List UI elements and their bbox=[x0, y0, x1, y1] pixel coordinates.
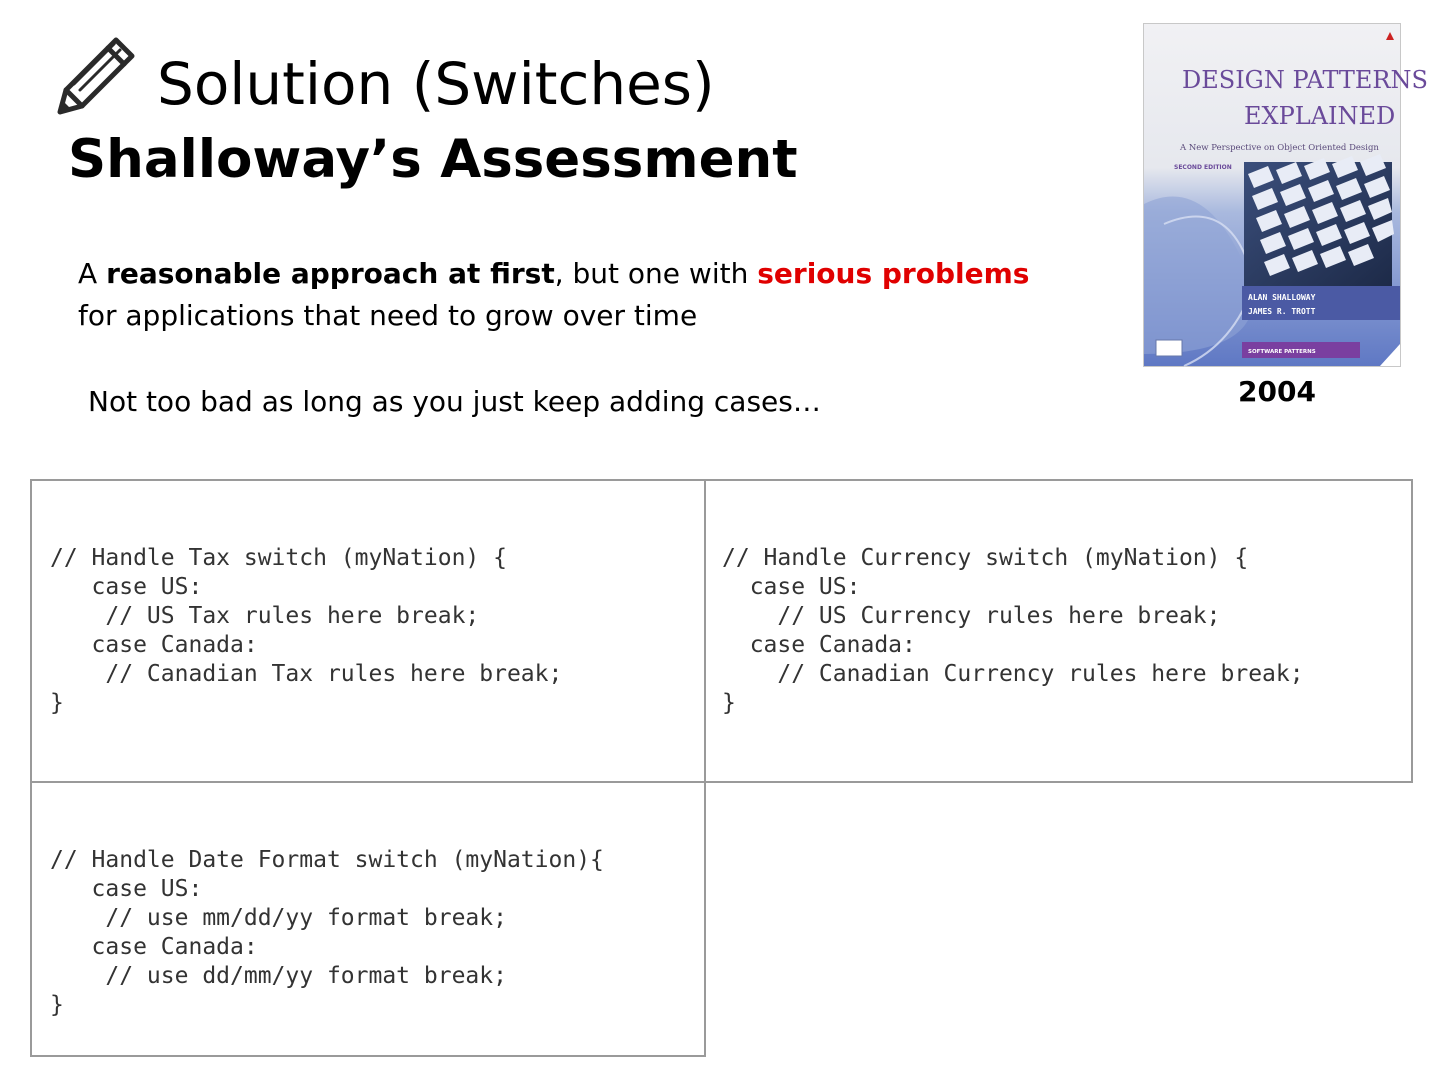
publication-year: 2004 bbox=[1238, 375, 1316, 408]
book-tagline: A New Perspective on Object Oriented Design bbox=[1180, 143, 1379, 153]
book-title-line-1: DESIGN PATTERNS bbox=[1182, 66, 1428, 94]
tax-switch-code: // Handle Tax switch (myNation) { case US: // US Tax rules here break; case Canada: // Canadian Tax rules here break; } bbox=[50, 545, 563, 716]
paragraph-prefix: A bbox=[78, 257, 107, 290]
paragraph-suffix: for applications that need to grow over time bbox=[78, 299, 698, 332]
code-table bbox=[30, 479, 1413, 1057]
pencil-icon bbox=[52, 34, 138, 120]
book-edition: SECOND EDITION bbox=[1174, 164, 1232, 171]
book-author-1: ALAN SHALLOWAY bbox=[1248, 293, 1316, 302]
code-cell-date-format bbox=[30, 781, 706, 1057]
book-author-2: JAMES R. TROTT bbox=[1248, 307, 1316, 316]
code-cell-currency bbox=[704, 479, 1413, 783]
code-cell-tax bbox=[30, 479, 706, 783]
note-text: Not too bad as long as you just keep adding cases… bbox=[88, 385, 821, 418]
paragraph-bold-phrase: reasonable approach at first bbox=[106, 257, 555, 290]
paragraph-warning-phrase: serious problems bbox=[757, 257, 1030, 290]
paragraph-middle: , but one with bbox=[554, 257, 758, 290]
assessment-paragraph bbox=[78, 253, 1078, 337]
slide-title: Solution (Switches) bbox=[157, 50, 715, 118]
book-series: SOFTWARE PATTERNS bbox=[1248, 349, 1316, 355]
book-cover-image bbox=[1144, 24, 1428, 366]
currency-switch-code: // Handle Currency switch (myNation) { case US: // US Currency rules here break; case Canada: // Canadian Currency rules here break; } bbox=[722, 545, 1304, 716]
slide-subtitle: Shalloway’s Assessment bbox=[68, 129, 798, 190]
date-format-switch-code: // Handle Date Format switch (myNation){ case US: // use mm/dd/yy format break; case Canada: // use dd/mm/yy format break; } bbox=[50, 847, 604, 1018]
book-title-line-2: EXPLAINED bbox=[1244, 102, 1396, 130]
